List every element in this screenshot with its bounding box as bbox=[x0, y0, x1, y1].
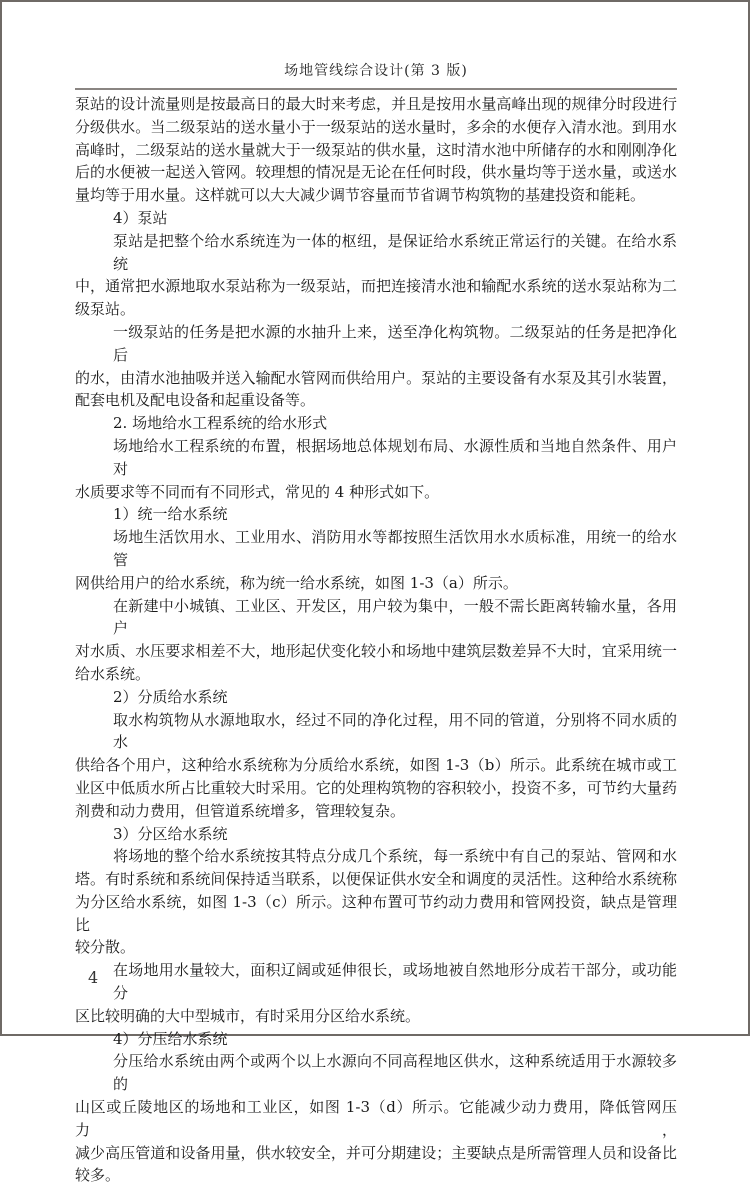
page-number: 4 bbox=[88, 968, 99, 987]
paragraph bbox=[75, 959, 677, 1027]
text-line: 2. 场地给水工程系统的给水形式 bbox=[113, 414, 328, 433]
text-line: 分压给水系统由两个或两个以上水源向不同高程地区供水，这种系统适用于水源较多的 bbox=[113, 1052, 677, 1094]
text-line: 取水构筑物从水源地取水，经过不同的净化过程，用不同的管道，分别将不同水质的水 bbox=[113, 710, 677, 752]
text-line: 的水，由清水池抽吸并送入输配水管网而供给用户。泵站的主要设备有水泵及其引水装置， bbox=[75, 368, 677, 387]
paragraph bbox=[75, 595, 677, 686]
paragraph bbox=[75, 230, 677, 321]
text-line: 配套电机及配电设备和起重设备等。 bbox=[75, 391, 316, 410]
text-line: 区比较明确的大中型城市，有时采用分区给水系统。 bbox=[75, 1006, 421, 1025]
paragraph bbox=[75, 1050, 677, 1187]
running-header: 场地管线综合设计(第 3 版) bbox=[284, 63, 468, 79]
text-line: 1）统一给水系统 bbox=[113, 505, 228, 524]
body-text bbox=[75, 93, 677, 1187]
text-line: 后的水便被一起送入管网。较理想的情况是无论在任何时段，供水量均等于送水量，或送水 bbox=[75, 163, 677, 182]
paragraph bbox=[75, 526, 677, 594]
text-line: 级泵站。 bbox=[75, 300, 136, 319]
section-heading bbox=[75, 823, 677, 846]
text-line: 2）分质给水系统 bbox=[113, 687, 228, 706]
section-heading bbox=[75, 207, 677, 230]
text-line: 对水质、水压要求相差不大，地形起伏变化较小和场地中建筑层数差异不大时，宜采用统一 bbox=[75, 642, 677, 661]
text-line: 给水系统。 bbox=[75, 664, 151, 683]
text-line: 场地给水工程系统的布置，根据场地总体规划布局、水源性质和当地自然条件、用户对 bbox=[113, 436, 677, 478]
text-line: 在新建中小城镇、工业区、开发区，用户较为集中，一般不需长距离转输水量，各用户 bbox=[113, 596, 677, 638]
text-line: 4）泵站 bbox=[113, 208, 168, 227]
text-line: 量均等于用水量。这样就可以大大减少调节容量而节省调节构筑物的基建投资和能耗。 bbox=[75, 186, 646, 205]
text-line: 一级泵站的任务是把水源的水抽升上来，送至净化构筑物。二级泵站的任务是把净化后 bbox=[113, 322, 677, 364]
text-line: 将场地的整个给水系统按其特点分成几个系统，每一系统中有自己的泵站、管网和水 bbox=[113, 847, 677, 866]
text-line: 中，通常把水源地取水泵站称为一级泵站，而把连接清水池和输配水系统的送水泵站称为二 bbox=[75, 277, 677, 296]
section-heading bbox=[75, 503, 677, 526]
text-line: 水质要求等不同而有不同形式，常见的 4 种形式如下。 bbox=[75, 482, 440, 501]
text-line: 高峰时，二级泵站的送水量就大于一级泵站的供水量，这时清水池中所储存的水和刚刚净化 bbox=[75, 140, 677, 159]
header-rule bbox=[75, 88, 677, 90]
text-line: 分级供水。当二级泵站的送水量小于一级泵站的送水量时，多余的水便存入清水池。到用水 bbox=[75, 117, 677, 136]
text-line: 塔。有时系统和系统间保持适当联系，以便保证供水安全和调度的灵活性。这种给水系统称 bbox=[75, 870, 677, 889]
paragraph bbox=[75, 93, 677, 207]
text-line: 场地生活饮用水、工业用水、消防用水等都按照生活饮用水水质标准，用统一的给水管 bbox=[113, 528, 677, 569]
text-line: 在场地用水量较大，面积辽阔或延伸很长，或场地被自然地形分成若干部分，或功能分 bbox=[113, 961, 677, 1003]
text-line: 减少高压管道和设备用量，供水较安全，并可分期建设；主要缺点是所需管理人员和设备比 bbox=[75, 1143, 677, 1162]
text-line: 供给各个用户，这种给水系统称为分质给水系统，如图 1-3（b）所示。此系统在城市或工 bbox=[75, 756, 677, 775]
text-line: 泵站是把整个给水系统连为一体的枢纽，是保证给水系统正常运行的关键。在给水系统 bbox=[113, 231, 677, 273]
section-heading bbox=[75, 1028, 677, 1051]
text-line: 网供给用户的给水系统，称为统一给水系统，如图 1-3（a）所示。 bbox=[75, 573, 518, 592]
paragraph bbox=[75, 435, 677, 503]
text-line: 山区或丘陵地区的场地和工业区，如图 1-3（d）所示。它能减少动力费用，降低管网压力， bbox=[75, 1098, 677, 1139]
text-line: 3）分区给水系统 bbox=[113, 824, 228, 843]
text-line: 4）分压给水系统 bbox=[113, 1029, 228, 1048]
text-line: 业区中低质水所占比重较大时采用。它的处理构筑物的容积较小，投资不多，可节约大量药 bbox=[75, 778, 677, 797]
text-line: 剂费和动力费用，但管道系统增多，管理较复杂。 bbox=[75, 801, 406, 820]
paragraph bbox=[75, 321, 677, 412]
text-line: 较多。 bbox=[75, 1166, 121, 1185]
paragraph bbox=[75, 709, 677, 823]
section-heading bbox=[75, 412, 677, 435]
text-line: 泵站的设计流量则是按最高日的最大时来考虑，并且是按用水量高峰出现的规律分时段进行 bbox=[75, 95, 677, 113]
text-line: 较分散。 bbox=[75, 938, 136, 957]
paragraph bbox=[75, 845, 677, 959]
text-line: 为分区给水系统，如图 1-3（c）所示。这种布置可节约动力费用和管网投资，缺点是管理比 bbox=[75, 892, 677, 934]
section-heading bbox=[75, 686, 677, 709]
